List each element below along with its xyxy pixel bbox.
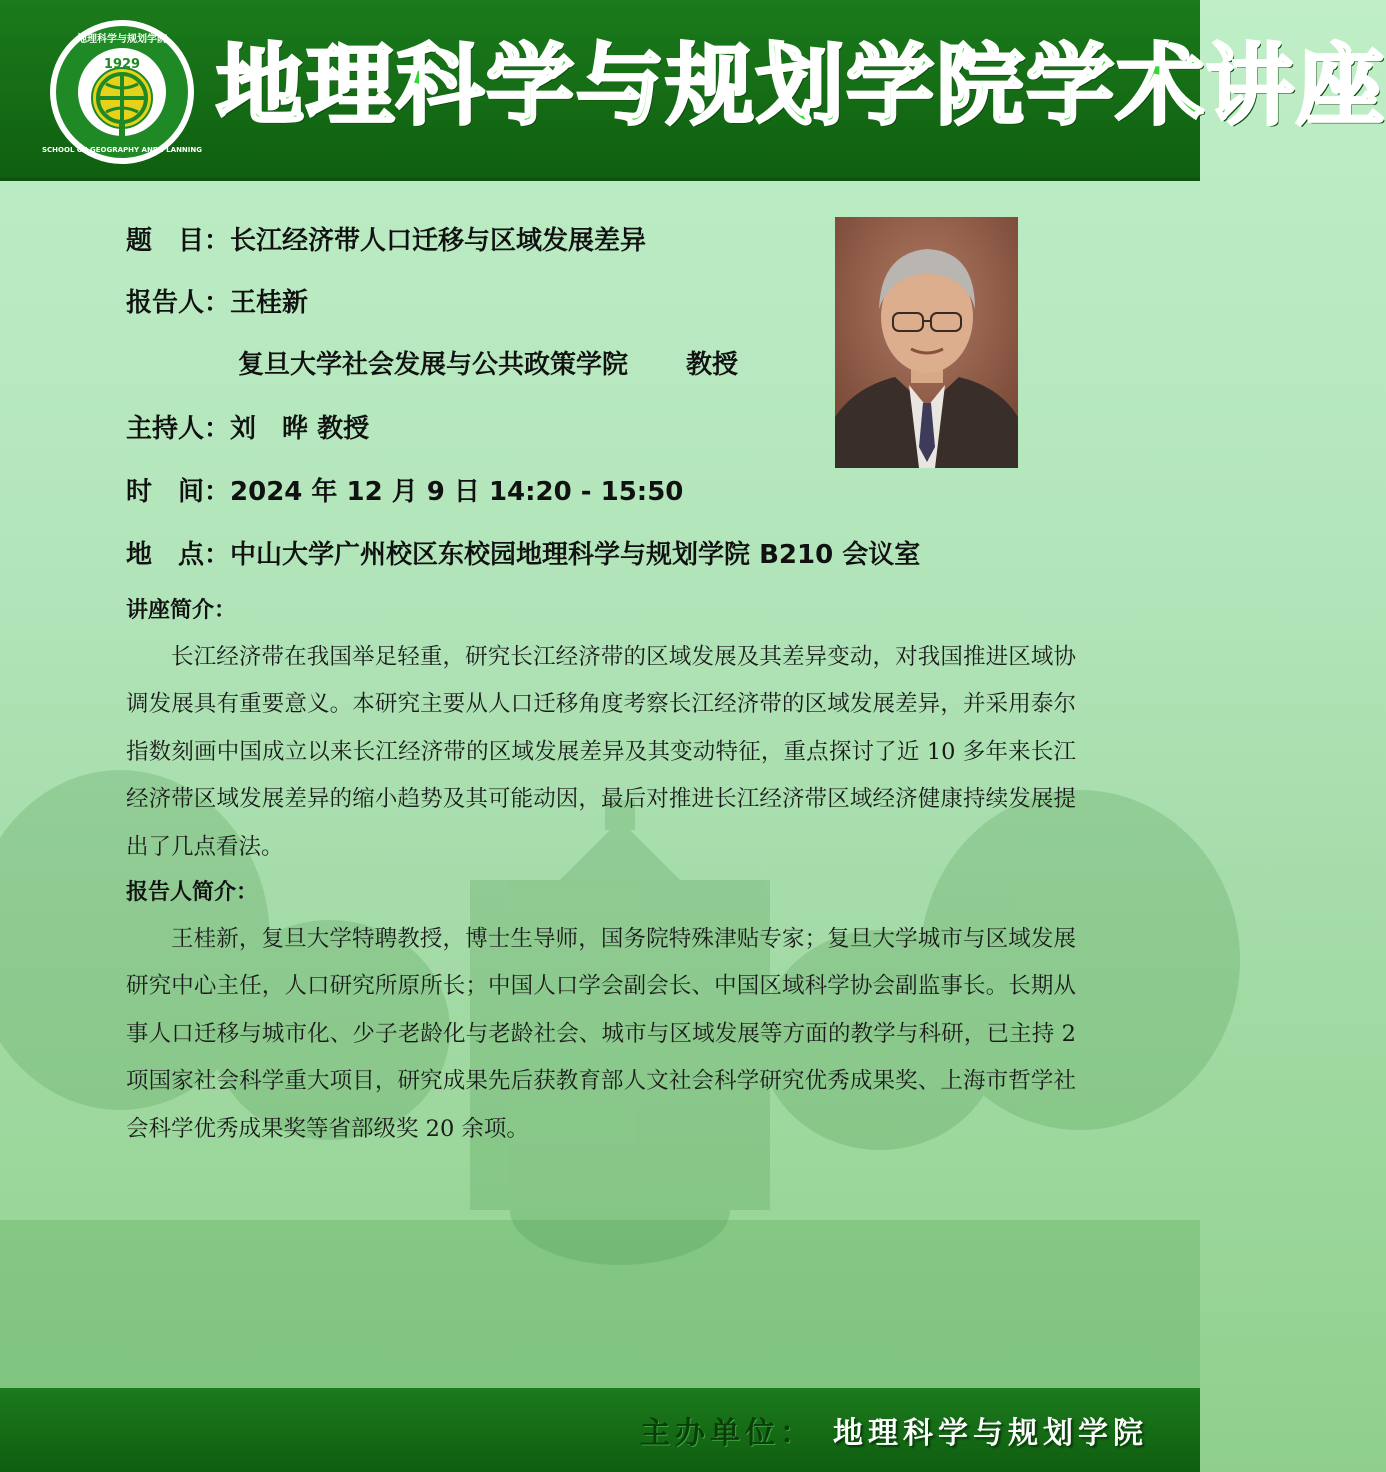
topic-label: 题 目： bbox=[126, 226, 231, 256]
host-row bbox=[126, 412, 369, 446]
lecture-intro-text: 长江经济带在我国举足轻重，研究长江经济带的区域发展及其差异变动，对我国推进区域协调发展具有重要意义。本研究主要从人口迁移角度考察长江经济带的区域发展差异，并采用泰尔指数刻画中国成立以来长江经济带的区域发展差异及其变动特征，重点探讨了近 10 多年来长江经济带区域发展差异的缩小趋势及其可能动因，最后对推进长江经济带区域经济健康持续发展提出了几点看法。 bbox=[126, 644, 1076, 860]
topic-row bbox=[126, 224, 646, 258]
speaker-affiliation-row bbox=[238, 348, 738, 382]
footer-banner bbox=[0, 1388, 1200, 1472]
speaker-rank: 教授 bbox=[686, 350, 739, 380]
speaker-intro-title: 报告人简介： bbox=[126, 879, 259, 905]
speaker-portrait-icon bbox=[835, 217, 1018, 468]
organizer-line bbox=[640, 1408, 1148, 1452]
speaker-value: 王桂新 bbox=[230, 288, 309, 318]
speaker-row bbox=[126, 286, 308, 320]
logo-english-text: SCHOOL OF GEOGRAPHY AND PLANNING bbox=[42, 146, 202, 154]
header-banner bbox=[0, 0, 1386, 181]
time-value: 2024 年 12 月 9 日 14:20 - 15:50 bbox=[230, 477, 684, 507]
school-logo-icon bbox=[42, 18, 202, 166]
lecture-intro-title: 讲座简介： bbox=[126, 597, 237, 623]
logo-year: 1929 bbox=[103, 57, 141, 72]
place-row bbox=[126, 538, 920, 572]
place-label: 地 点： bbox=[126, 540, 231, 570]
organizer-label: 主办单位： bbox=[640, 1416, 815, 1451]
organizer-name: 地理科学与规划学院 bbox=[833, 1416, 1148, 1451]
speaker-label: 报告人： bbox=[126, 288, 231, 318]
speaker-photo bbox=[835, 217, 1018, 468]
host-label: 主持人： bbox=[126, 414, 231, 444]
time-row bbox=[126, 475, 683, 509]
time-label: 时 间： bbox=[126, 477, 231, 507]
place-value: 中山大学广州校区东校园地理科学与规划学院 B210 会议室 bbox=[230, 540, 921, 570]
speaker-intro-text: 王桂新，复旦大学特聘教授，博士生导师，国务院特殊津贴专家；复旦大学城市与区域发展研究中心主任，人口研究所原所长；中国人口学会副会长、中国区域科学协会副监事长。长期从事人口迁移与城市化、少子老龄化与老龄社会、城市与区域发展等方面的教学与科研，已主持 2 项国家社会科学重大项目，研究成果先后获教育部人文社会科学研究优秀成果奖、上海市哲学社会科学优秀成果奖等省部级奖 20 余项。 bbox=[126, 926, 1076, 1142]
speaker-affiliation: 复旦大学社会发展与公共政策学院 bbox=[238, 350, 629, 380]
topic-value: 长江经济带人口迁移与区域发展差异 bbox=[230, 226, 647, 256]
logo-ring-text: 地理科学与规划学院 bbox=[77, 34, 167, 45]
host-value: 刘 晔 教授 bbox=[230, 414, 370, 444]
page-title: 地理科学与规划学院学术讲座 bbox=[216, 34, 1386, 137]
